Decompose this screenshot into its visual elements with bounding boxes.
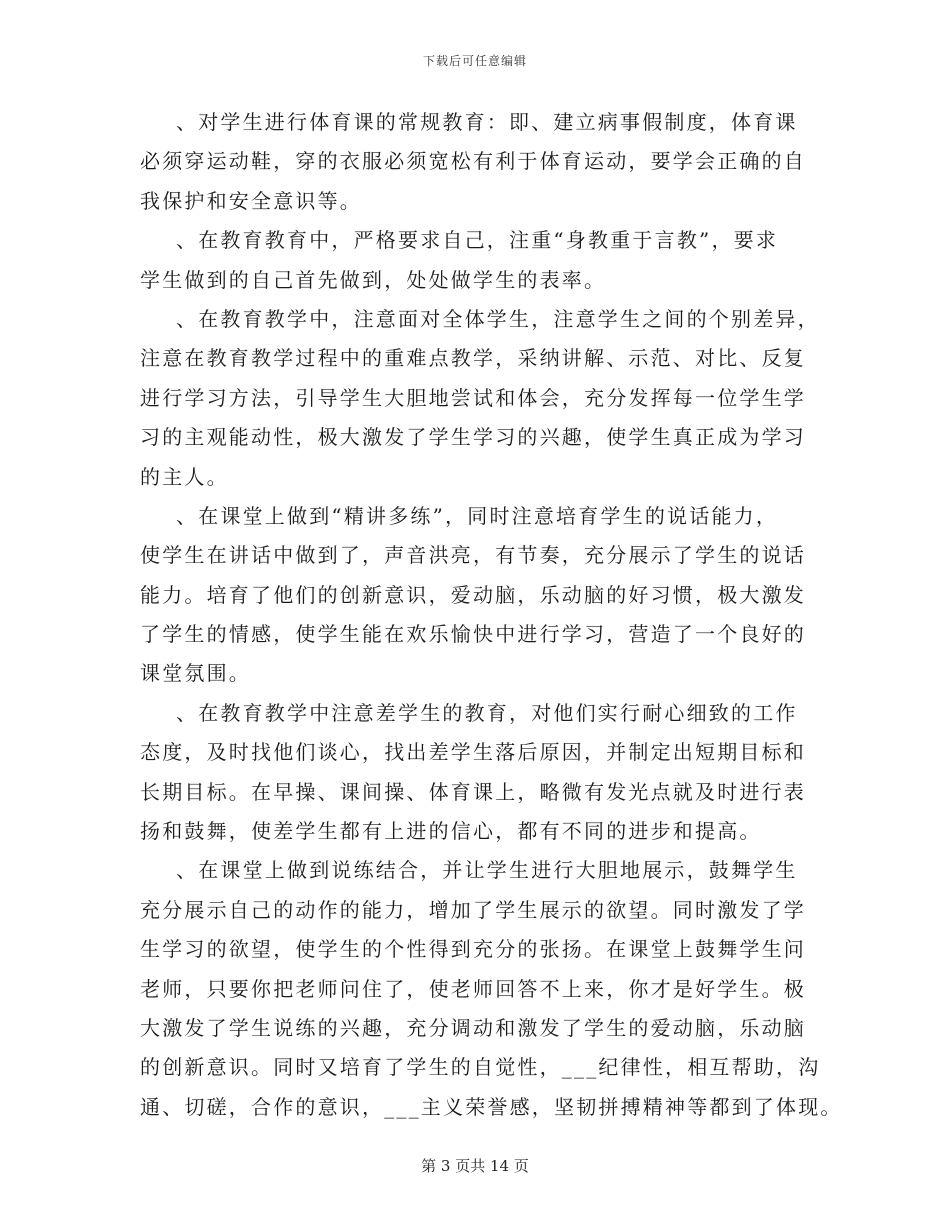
paragraph-1-line-3: 我保护和安全意识等。 — [140, 188, 362, 213]
paragraph-1-line-1: 、对学生进行体育课的常规教育：即、建立病事假制度，体育课 — [176, 110, 798, 134]
paragraph-5-line-1: 、在教育教学中注意差学生的教育，对他们实行耐心细致的工作 — [176, 700, 798, 725]
paragraph-2-line-2: 学生做到的自己首先做到，处处做学生的表率。 — [140, 267, 607, 292]
paragraph-6-line-7: 通、切磋，合作的意识，___主义荣誉感，坚韧拼搏精神等都到了体现。 — [140, 1094, 843, 1119]
paragraph-3-line-3: 进行学习方法，引导学生大胆地尝试和体会，充分发挥每一位学生学 — [140, 385, 806, 410]
paragraph-3-line-2: 注意在教育教学过程中的重难点教学，采纳讲解、示范、对比、反复 — [140, 346, 806, 371]
paragraph-4-line-4: 了学生的情感，使学生能在欢乐愉快中进行学习，营造了一个良好的 — [140, 622, 806, 647]
paragraph-6-line-1: 、在课堂上做到说练结合，并让学生进行大胆地展示，鼓舞学生 — [176, 858, 798, 883]
paragraph-4-line-2: 使学生在讲话中做到了，声音洪亮，有节奏，充分展示了学生的说话 — [140, 543, 806, 568]
paragraph-6-line-5: 大激发了学生说练的兴趣，充分调动和激发了学生的爱动脑，乐动脑 — [140, 1015, 806, 1040]
paragraph-5-line-2: 态度，及时找他们谈心，找出差学生落后原因，并制定出短期目标和 — [140, 740, 806, 765]
paragraph-6-line-2: 充分展示自己的动作的能力，增加了学生展示的欲望。同时激发了学 — [140, 897, 806, 922]
paragraph-3-line-4: 习的主观能动性，极大激发了学生学习的兴趣，使学生真正成为学习 — [140, 425, 806, 450]
paragraph-3-line-1: 、在教育教学中，注意面对全体学生，注意学生之间的个别差异， — [176, 306, 820, 331]
paragraph-5-line-4: 扬和鼓舞，使差学生都有上进的信心，都有不同的进步和提高。 — [140, 819, 762, 844]
paragraph-4-line-1: 、在课堂上做到“精讲多练”，同时注意培育学生的说话能力， — [176, 503, 779, 528]
paragraph-6-line-4: 老师，只要你把老师问住了，使老师回答不上来，你才是好学生。极 — [140, 976, 806, 1001]
document-body — [140, 103, 843, 1127]
paragraph-6-line-6: 的创新意识。同时又培育了学生的自觉性，___纪律性，相互帮助，沟 — [140, 1055, 821, 1080]
paragraph-6-line-3: 生学习的欲望，使学生的个性得到充分的张扬。在课堂上鼓舞学生问 — [140, 937, 806, 962]
paragraph-2-line-1: 、在教育教育中，严格要求自己，注重“身教重于言教”，要求 — [176, 228, 779, 253]
paragraph-1-line-2: 必须穿运动鞋，穿的衣服必须宽松有利于体育运动，要学会正确的自 — [140, 149, 806, 174]
paragraph-5-line-3: 长期目标。在早操、课间操、体育课上，略微有发光点就及时进行表 — [140, 779, 806, 804]
paragraph-3-line-5: 的主人。 — [140, 464, 229, 489]
paragraph-4-line-3: 能力。培育了他们的创新意识，爱动脑，乐动脑的好习惯，极大激发 — [140, 582, 806, 607]
page-header: 下载后可任意编辑 — [422, 54, 527, 68]
paragraph-4-line-5: 课堂氛围。 — [140, 661, 251, 686]
page-footer: 第 3 页共 14 页 — [421, 1157, 529, 1175]
